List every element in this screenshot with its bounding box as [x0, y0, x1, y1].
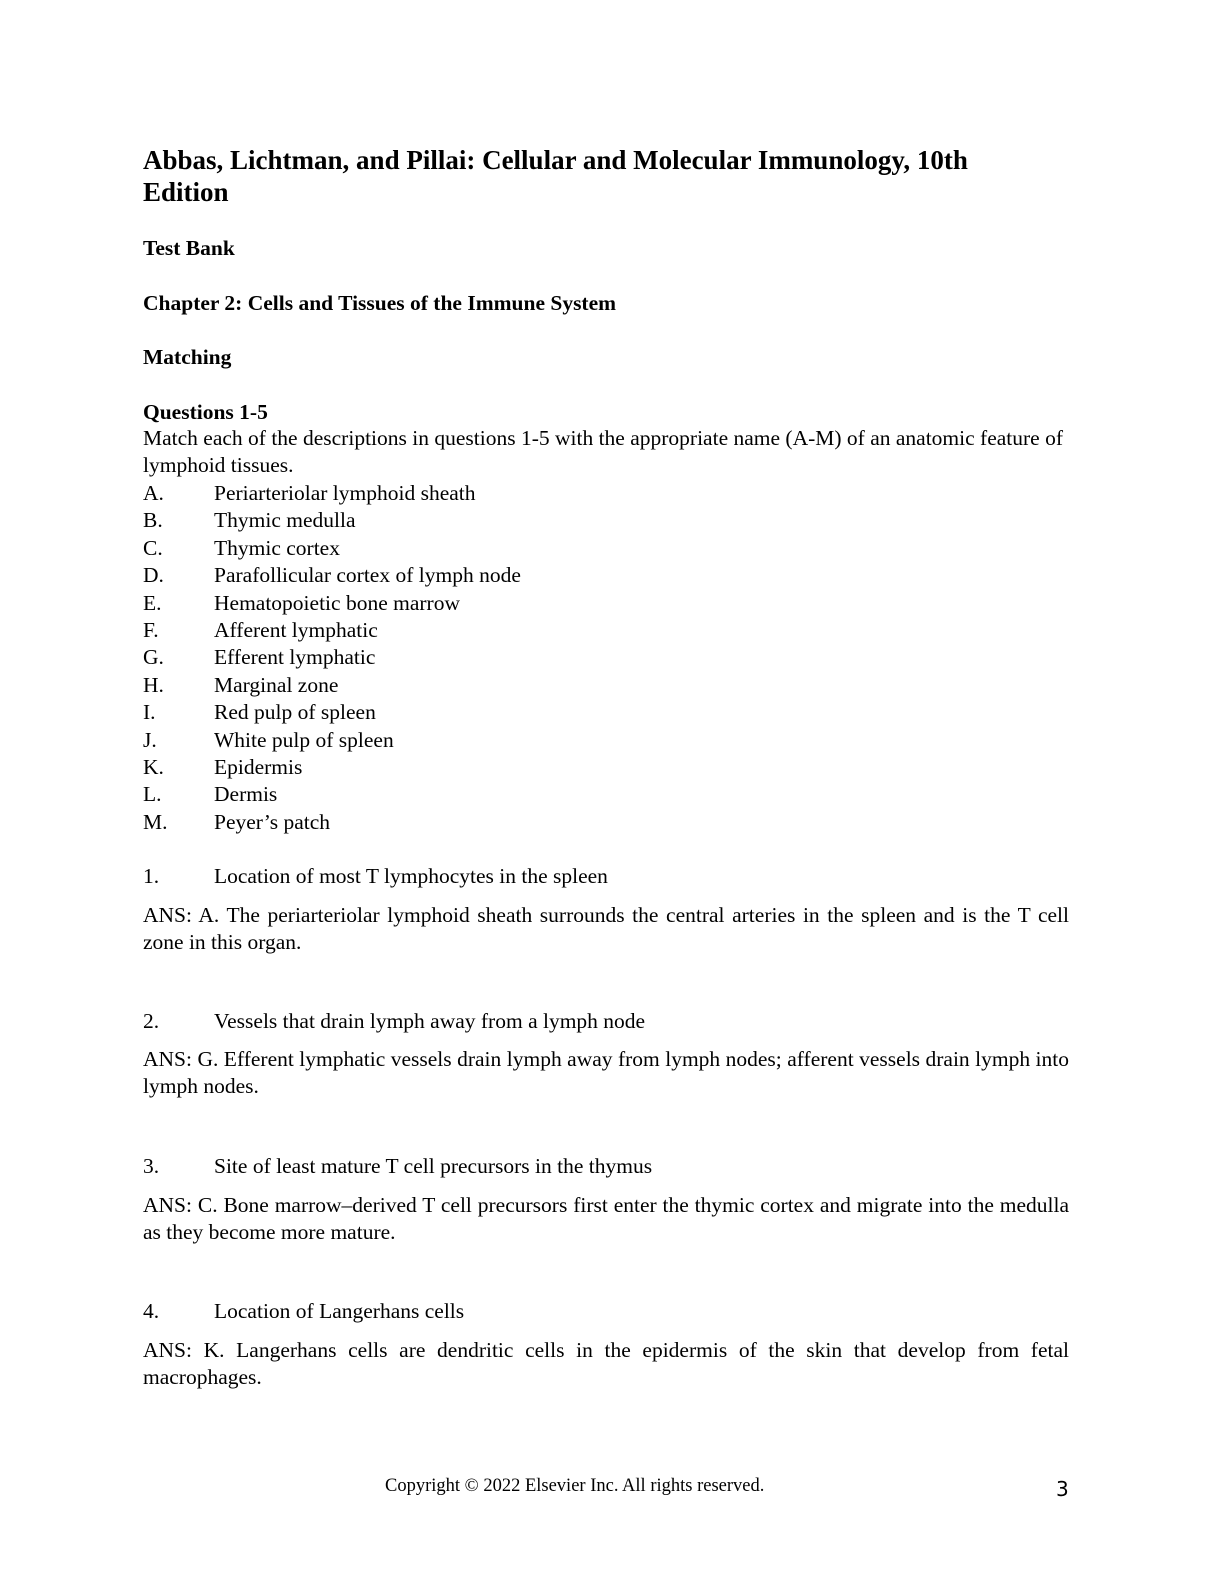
option-letter: G.: [143, 645, 164, 670]
option-letter: I.: [143, 700, 156, 725]
answer-explanation: ANS: K. Langerhans cells are dendritic cells in the epidermis of the skin that develop from fetal macrophages.: [143, 1338, 1069, 1390]
answer-option: [143, 781, 521, 808]
question-text: Location of Langerhans cells: [214, 1299, 465, 1323]
question-item: [143, 1152, 652, 1180]
option-text: Parafollicular cortex of lymph node: [214, 563, 521, 588]
document-subtitle: Test Bank: [143, 236, 235, 260]
answer-option: [143, 644, 521, 671]
answer-explanation: ANS: G. Efferent lymphatic vessels drain lymph away from lymph nodes; afferent vessels drain lymph into lymph nodes.: [143, 1047, 1069, 1099]
question-item: [143, 1297, 464, 1325]
answer-option: [143, 617, 521, 644]
answer-option: [143, 699, 521, 726]
option-letter: L.: [143, 782, 162, 807]
page-number: 3: [1056, 1477, 1069, 1501]
answer-option: [143, 562, 521, 589]
option-letter: M.: [143, 809, 168, 834]
question-number: 2.: [143, 1009, 160, 1033]
question-text: Location of most T lymphocytes in the spleen: [214, 864, 608, 888]
option-letter: E.: [143, 590, 162, 615]
chapter-heading: Chapter 2: Cells and Tissues of the Immune System: [143, 291, 617, 315]
option-letter: K.: [143, 754, 164, 779]
answer-option: [143, 754, 521, 781]
option-text: Thymic medulla: [214, 508, 356, 533]
option-letter: B.: [143, 508, 163, 533]
option-text: Afferent lymphatic: [214, 617, 378, 642]
answer-option: [143, 727, 521, 754]
option-text: Hematopoietic bone marrow: [214, 590, 460, 615]
section-heading: Matching: [143, 345, 232, 369]
option-text: Epidermis: [214, 754, 303, 779]
option-text: Thymic cortex: [214, 535, 340, 560]
option-text: Red pulp of spleen: [214, 700, 376, 725]
answer-option: [143, 809, 521, 836]
document-title: Abbas, Lichtman, and Pillai: Cellular and Molecular Immunology, 10th Edition: [143, 145, 968, 207]
answer-options-list: [143, 480, 521, 836]
question-number: 3.: [143, 1154, 160, 1178]
option-text: Marginal zone: [214, 672, 339, 697]
question-number: 4.: [143, 1299, 160, 1323]
option-text: Peyer’s patch: [214, 809, 331, 834]
answer-option: [143, 590, 521, 617]
question-number: 1.: [143, 864, 160, 888]
answer-option: [143, 535, 521, 562]
option-letter: D.: [143, 563, 164, 588]
option-letter: C.: [143, 535, 163, 560]
option-text: Dermis: [214, 782, 278, 807]
answer-option: [143, 507, 521, 534]
answer-option: [143, 672, 521, 699]
answer-explanation: ANS: C. Bone marrow–derived T cell precursors first enter the thymic cortex and migrate into the medulla as they become more mature.: [143, 1193, 1069, 1245]
answer-explanation: ANS: A. The periarteriolar lymphoid sheath surrounds the central arteries in the spleen and is the T cell zone in this organ.: [143, 903, 1069, 955]
option-letter: A.: [143, 481, 164, 505]
option-letter: J.: [143, 727, 157, 752]
question-group-instructions: Match each of the descriptions in questions 1-5 with the appropriate name (A-M) of an anatomic feature of lymphoid tissues.: [143, 426, 1064, 478]
question-item: [143, 862, 608, 890]
question-item: [143, 1007, 645, 1035]
question-text: Vessels that drain lymph away from a lymph node: [214, 1009, 646, 1033]
question-group-heading: Questions 1-5: [143, 400, 268, 424]
option-text: White pulp of spleen: [214, 727, 394, 752]
option-letter: H.: [143, 672, 164, 697]
question-text: Site of least mature T cell precursors in the thymus: [214, 1154, 653, 1178]
option-text: Efferent lymphatic: [214, 645, 376, 670]
copyright-footer: Copyright © 2022 Elsevier Inc. All rights reserved.: [385, 1476, 765, 1496]
option-letter: F.: [143, 617, 159, 642]
answer-option: [143, 480, 521, 507]
option-text: Periarteriolar lymphoid sheath: [214, 481, 476, 505]
